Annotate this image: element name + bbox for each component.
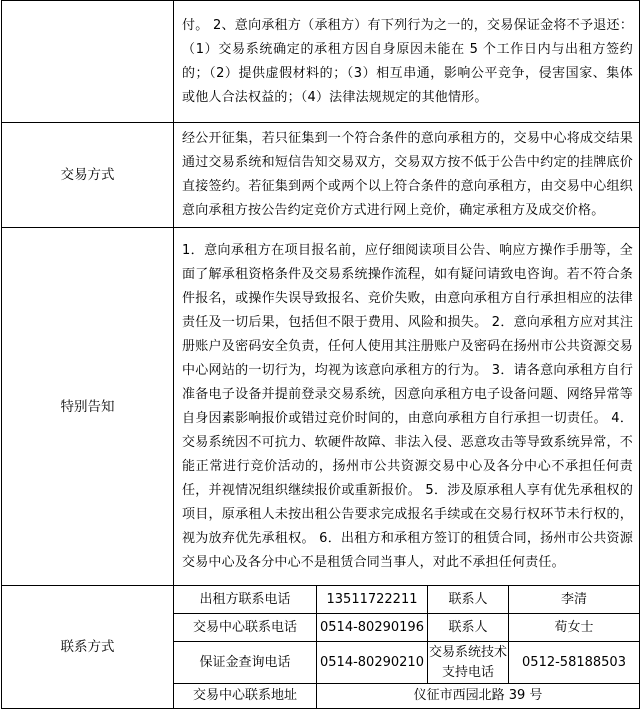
trade-method-label: 交易方式 bbox=[2, 123, 174, 228]
notice-table bbox=[1, 0, 640, 709]
deposit-rules-text: 付。 2、意向承租方（承租方）有下列行为之一的，交易保证金将不予退还：（1）交易系统确定的承租方因自身原因未能在 5 个工作日内与出租方签约的；（2）提供虚假材料的；（3）相互串通，影响公平竞争，侵害国家、集体或他人合法权益的；（4）法律法规规定的其他情形。 bbox=[174, 1, 640, 123]
special-notice-row bbox=[2, 228, 640, 586]
center-contact-value: 荀女士 bbox=[509, 614, 640, 642]
lessor-contact-label: 联系人 bbox=[428, 586, 509, 614]
lessor-contact-value: 李清 bbox=[509, 586, 640, 614]
center-address-value: 仪征市西园北路 39 号 bbox=[317, 684, 640, 709]
contact-label: 联系方式 bbox=[2, 586, 174, 709]
special-notice-label: 特别告知 bbox=[2, 228, 174, 586]
center-phone-label: 交易中心联系电话 bbox=[174, 614, 317, 642]
empty-label-cell bbox=[2, 1, 174, 123]
center-address-label: 交易中心联系地址 bbox=[174, 684, 317, 709]
tech-support-phone-value: 0512-58188503 bbox=[509, 642, 640, 684]
tech-support-phone-label: 交易系统技术支持电话 bbox=[428, 642, 509, 684]
deposit-rules-row bbox=[2, 1, 640, 123]
trade-method-row bbox=[2, 123, 640, 228]
special-notice-text: 1．意向承租方在项目报名前，应仔细阅读项目公告、响应方操作手册等，全面了解承租资格条件及交易系统操作流程，如有疑问请致电咨询。若不符合条件报名，或操作失误导致报名、竞价失败，由意向承租方自行承担相应的法律责任及一切后果，包括但不限于费用、风险和损失。 2．意向承租方应对其注册账户及密码安全负责，任何人使用其注册账户及密码在扬州市公共资源交易中心网站的一切行为，均视为该意向承租方的行为。 3．请各意向承租方自行准备电子设备并提前登录交易系统，因意向承租方电子设备问题、网络异常等自身因素影响报价或错过竞价时间的，由意向承租方自行承担一切责任。 4．交易系统因不可抗力、软硬件故障、非法入侵、恶意攻击等导致系统异常，不能正常进行竞价活动的，扬州市公共资源交易中心及各分中心不承担任何责任，并视情况组织继续报价或重新报价。 5．涉及原承租人享有优先承租权的项目，原承租人未按出租公告要求完成报名手续或在交易行权环节未行权的，视为放弃优先承租权。 6．出租方和承租方签订的租赁合同，扬州市公共资源交易中心及各分中心不是租赁合同当事人，对此不承担任何责任。 bbox=[174, 228, 640, 586]
center-phone-value: 0514-80290196 bbox=[317, 614, 428, 642]
deposit-query-phone-value: 0514-80290210 bbox=[317, 642, 428, 684]
contact-row-1 bbox=[2, 586, 640, 614]
trade-method-text: 经公开征集，若只征集到一个符合条件的意向承租方的，交易中心将成交结果通过交易系统和短信告知交易双方，交易双方按不低于公告中约定的挂牌底价直接签约。若征集到两个或两个以上符合条件的意向承租方，由交易中心组织意向承租方按公告约定竞价方式进行网上竞价，确定承租方及成交价格。 bbox=[174, 123, 640, 228]
deposit-query-phone-label: 保证金查询电话 bbox=[174, 642, 317, 684]
center-contact-label: 联系人 bbox=[428, 614, 509, 642]
lessor-phone-label: 出租方联系电话 bbox=[174, 586, 317, 614]
lessor-phone-value: 13511722211 bbox=[317, 586, 428, 614]
